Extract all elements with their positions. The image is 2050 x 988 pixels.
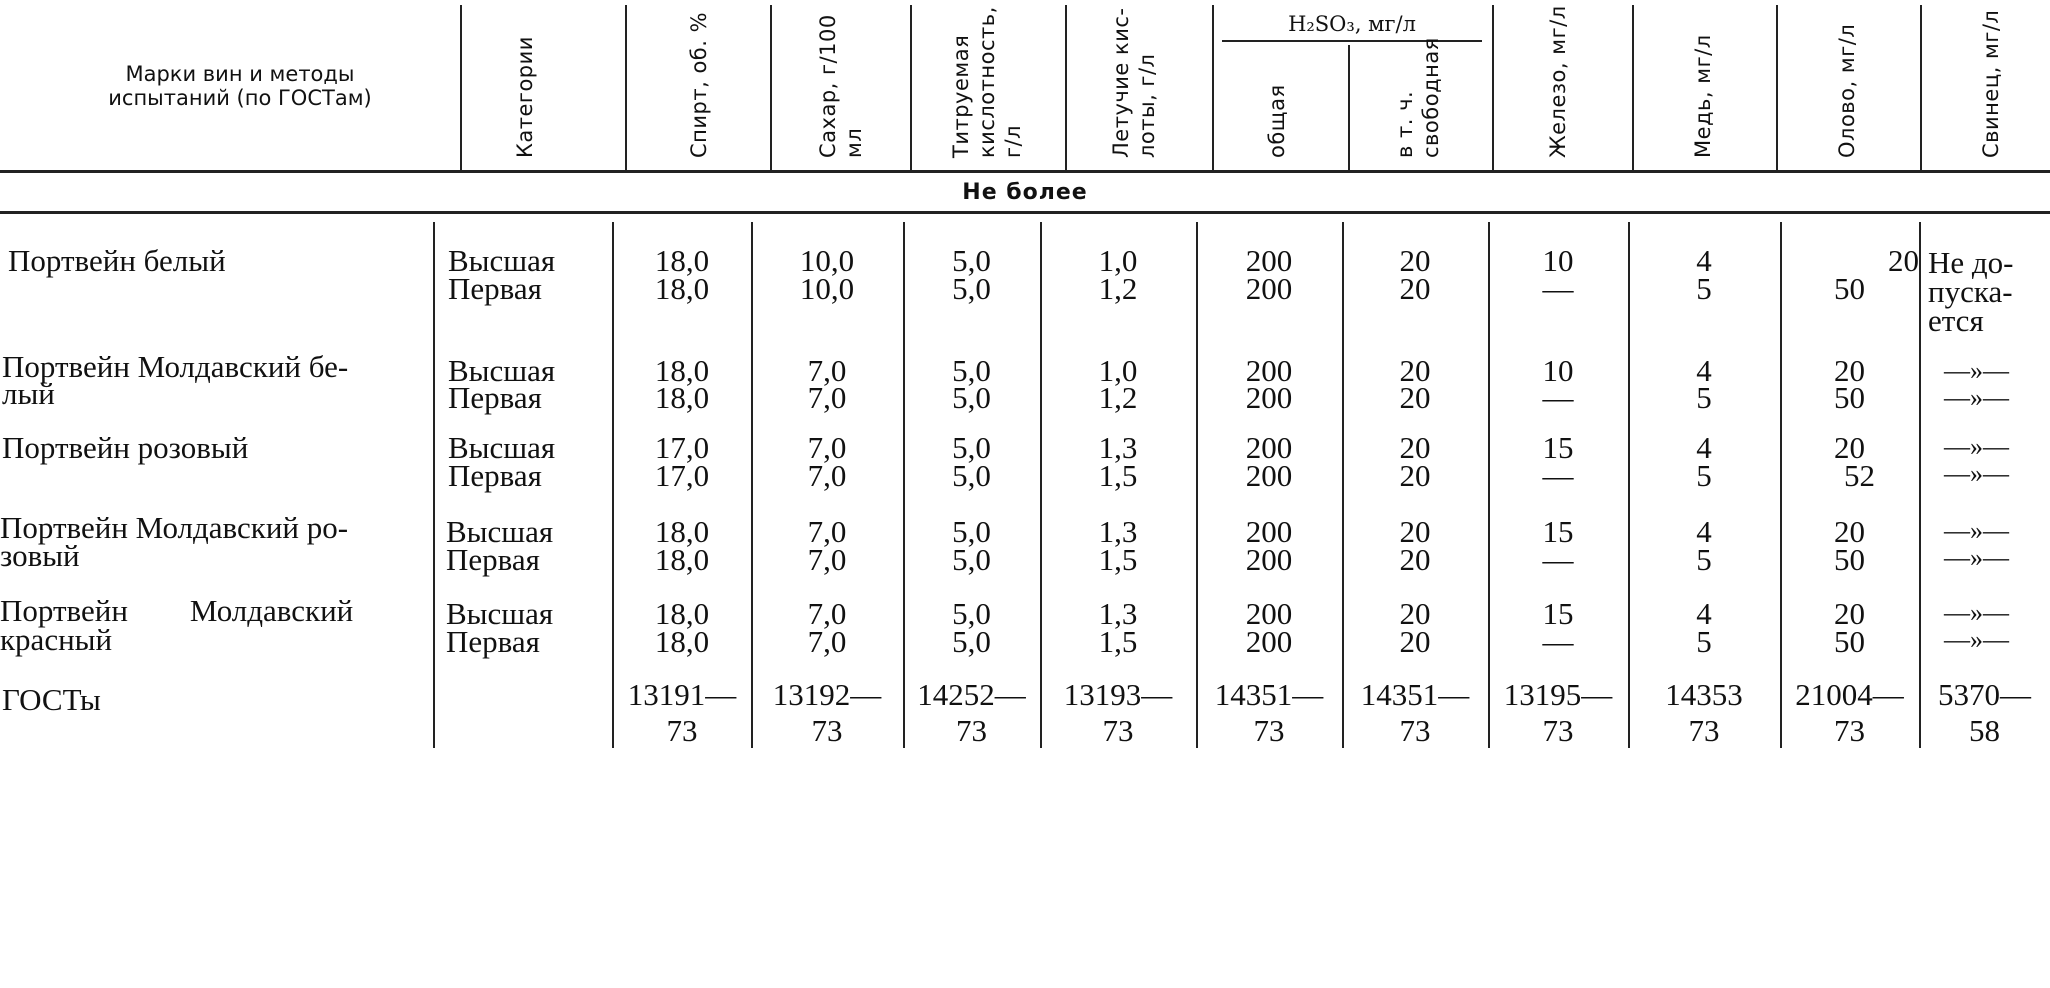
sugar-value: 10,0 [799, 243, 855, 278]
volatile-value: 1,3 [1098, 430, 1138, 465]
row-category-first: Первая [448, 271, 542, 306]
free-value: 20 [1399, 514, 1431, 549]
iron-value: 15 [1542, 514, 1574, 549]
titr-value: 5,0 [952, 624, 991, 659]
free-value: 20 [1399, 243, 1431, 278]
spirit-value: 17,0 [654, 458, 710, 493]
volatile-value: 1,3 [1098, 514, 1138, 549]
gost-tin: 21004— 73 [1795, 677, 1904, 748]
sugar-value: 7,0 [807, 353, 847, 388]
gost-spirit: 13191— 73 [627, 677, 737, 748]
tin-value: 20 [1834, 430, 1865, 465]
row-category-high: Высшая [448, 430, 556, 465]
header-bottom-rule [0, 170, 2050, 173]
volatile-value: 1,3 [1098, 596, 1138, 631]
free-value: 20 [1399, 380, 1431, 415]
tin-value: 50 [1834, 542, 1865, 577]
sugar-value: 7,0 [807, 624, 847, 659]
tin-value: 50 [1834, 624, 1865, 659]
gost-volatile: 13193— 73 [1063, 677, 1173, 748]
gost-total: 14351— 73 [1214, 677, 1324, 748]
spirit-value: 18,0 [654, 271, 710, 306]
copper-value: 5 [1696, 624, 1712, 659]
total-value: 200 [1245, 380, 1293, 415]
spirit-value: 18,0 [654, 243, 710, 278]
row-name: Портвейн Молдавский красный [0, 593, 354, 657]
volatile-value: 1,5 [1098, 542, 1138, 577]
sugar-value: 7,0 [807, 458, 847, 493]
titr-value: 5,0 [952, 243, 991, 278]
volatile-value: 1,0 [1098, 243, 1138, 278]
copper-value: 4 [1696, 353, 1712, 388]
lead-value: Не до- пуска- ется [1928, 245, 2014, 338]
subheader-bottom-rule [0, 211, 2050, 214]
titr-value: 5,0 [952, 353, 991, 388]
lead-ditto: —»— —»— [1944, 432, 2009, 488]
iron-value: — [1542, 380, 1574, 415]
titr-value: 5,0 [952, 271, 991, 306]
col-divider [910, 5, 912, 170]
row-category-first: Первая [446, 624, 540, 659]
sugar-value: 7,0 [807, 430, 847, 465]
col-divider [1632, 5, 1634, 170]
row-category-high: Высшая [448, 353, 556, 388]
gost-row-label: ГОСТы [2, 682, 101, 717]
tin-value: 20 [1834, 353, 1865, 388]
total-value: 200 [1245, 514, 1293, 549]
tin-value: 20 [1888, 243, 1919, 278]
col-divider [625, 5, 627, 170]
tin-value: 50 [1834, 271, 1865, 306]
spirit-value: 18,0 [654, 353, 710, 388]
copper-value: 5 [1696, 271, 1712, 306]
spirit-value: 18,0 [654, 514, 710, 549]
volatile-value: 1,2 [1098, 271, 1138, 306]
spirit-value: 18,0 [654, 380, 710, 415]
free-value: 20 [1399, 271, 1431, 306]
volatile-value: 1,2 [1098, 380, 1138, 415]
iron-value: 10 [1542, 353, 1574, 388]
total-value: 200 [1245, 624, 1293, 659]
iron-value: 15 [1542, 430, 1574, 465]
header-marks-methods: Марки вин и методы испытаний (по ГОСТам) [108, 62, 372, 110]
row-name: Портвейн розовый [2, 430, 249, 465]
col-divider [1065, 5, 1067, 170]
iron-value: — [1542, 271, 1574, 306]
lead-ditto: —»— —»— [1944, 516, 2009, 572]
header-tin: Олово, мг/л [1835, 23, 1859, 158]
row-name: Портвейн белый [8, 243, 226, 278]
tin-value: 50 [1834, 380, 1865, 415]
copper-value: 4 [1696, 514, 1712, 549]
total-value: 200 [1245, 458, 1293, 493]
row-category-first: Первая [448, 458, 542, 493]
col-divider [433, 222, 435, 748]
header-total: общая [1265, 84, 1289, 158]
col-divider [460, 5, 462, 170]
total-value: 200 [1245, 243, 1293, 278]
spirit-value: 17,0 [654, 430, 710, 465]
row-category-high: Высшая [448, 243, 556, 278]
sugar-value: 7,0 [807, 542, 847, 577]
col-divider [1920, 5, 1922, 170]
row-category-high: Высшая [446, 514, 554, 549]
gost-copper: 14353 73 [1665, 677, 1743, 748]
titr-value: 5,0 [952, 430, 991, 465]
total-value: 200 [1245, 353, 1293, 388]
tin-value: 52 [1844, 458, 1875, 493]
lead-ditto: —»— —»— [1944, 356, 2009, 412]
iron-value: — [1542, 542, 1574, 577]
free-value: 20 [1399, 624, 1431, 659]
total-value: 200 [1245, 430, 1293, 465]
copper-value: 5 [1696, 380, 1712, 415]
header-lead: Свинец, мг/л [1979, 9, 2003, 158]
gost-titr: 14252— 73 [917, 677, 1026, 748]
header-free: в т. ч. свободная [1393, 37, 1443, 158]
header-spirit: Спирт, об. % [687, 11, 711, 158]
volatile-value: 1,5 [1098, 624, 1138, 659]
iron-value: — [1542, 458, 1574, 493]
col-divider [1212, 5, 1214, 170]
row-category-first: Первая [448, 380, 542, 415]
titr-value: 5,0 [952, 458, 991, 493]
titr-value: 5,0 [952, 542, 991, 577]
subheader-not-more: Не более [962, 180, 1088, 205]
header-iron: Железо, мг/л [1546, 5, 1570, 158]
sugar-value: 7,0 [807, 596, 847, 631]
header-volatile-acids: Летучие кис- лоты, г/л [1109, 7, 1159, 158]
col-divider [1348, 45, 1350, 170]
free-value: 20 [1399, 353, 1431, 388]
row-category-first: Первая [446, 542, 540, 577]
spirit-value: 18,0 [654, 624, 710, 659]
header-titratable-acidity: Титруемая кислотность, г/л [949, 6, 1025, 158]
iron-value: 15 [1542, 596, 1574, 631]
gost-iron: 13195— 73 [1503, 677, 1613, 748]
iron-value: 10 [1542, 243, 1574, 278]
col-divider [1776, 5, 1778, 170]
tin-value: 20 [1834, 514, 1865, 549]
iron-value: — [1542, 624, 1574, 659]
titr-value: 5,0 [952, 514, 991, 549]
total-value: 200 [1245, 542, 1293, 577]
sugar-value: 10,0 [799, 271, 855, 306]
sugar-value: 7,0 [807, 514, 847, 549]
copper-value: 4 [1696, 430, 1712, 465]
spirit-value: 18,0 [654, 542, 710, 577]
gost-free: 14351— 73 [1360, 677, 1470, 748]
row-category-high: Высшая [446, 596, 554, 631]
free-value: 20 [1399, 430, 1431, 465]
titr-value: 5,0 [952, 380, 991, 415]
header-sugar: Сахар, г/100 мл [816, 14, 866, 158]
free-value: 20 [1399, 458, 1431, 493]
copper-value: 5 [1696, 458, 1712, 493]
titr-value: 5,0 [952, 596, 991, 631]
row-name: Портвейн Молдавский бе- лый [2, 349, 349, 411]
total-value: 200 [1245, 596, 1293, 631]
header-copper: Медь, мг/л [1691, 34, 1715, 158]
gost-lead: 5370— 58 [1938, 677, 2031, 748]
col-divider [770, 5, 772, 170]
free-value: 20 [1399, 596, 1431, 631]
total-value: 200 [1245, 271, 1293, 306]
volatile-value: 1,0 [1098, 353, 1138, 388]
sugar-value: 7,0 [807, 380, 847, 415]
header-category: Категории [513, 36, 537, 158]
gost-sugar: 13192— 73 [772, 677, 882, 748]
free-value: 20 [1399, 542, 1431, 577]
lead-ditto: —»— —»— [1944, 598, 2009, 654]
copper-value: 4 [1696, 243, 1712, 278]
spirit-value: 18,0 [654, 596, 710, 631]
volatile-value: 1,5 [1098, 458, 1138, 493]
copper-value: 4 [1696, 596, 1712, 631]
row-name: Портвейн Молдавский ро- зовый [0, 510, 349, 573]
tin-value: 20 [1834, 596, 1865, 631]
copper-value: 5 [1696, 542, 1712, 577]
col-divider [1492, 5, 1494, 170]
header-h2so3-group: H₂SO₃, мг/л [1288, 12, 1416, 36]
